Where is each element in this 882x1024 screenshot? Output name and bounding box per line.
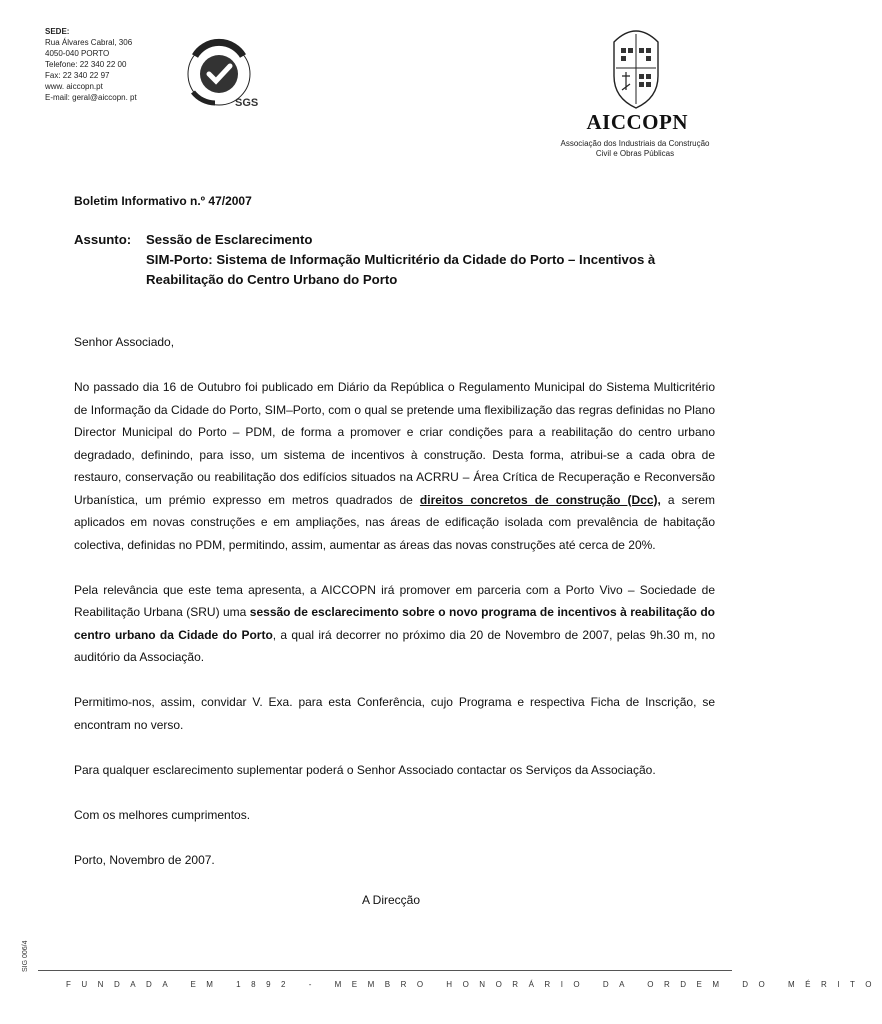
paragraph-2-text-a: Pela relevância que este tema apresenta, a AICCOPN irá promover em parceria com a Porto Vivo – Sociedade de Reabilitação Urbana (SRU) uma [74, 582, 715, 619]
sede-title: SEDE: [45, 27, 70, 36]
paragraph-2-text-b: , a qual irá decorrer no próximo dia 20 de Novembro de 2007, pelas 9h.30 m, no auditório da Associação. [74, 627, 716, 664]
side-document-code: SIG 006/4 [22, 940, 29, 972]
brand-subtitle-line-1: Associação dos Industriais da Construção [560, 139, 710, 148]
subject-lines [146, 230, 724, 290]
sgs-text: SGS [235, 97, 259, 109]
phone: Telefone: 22 340 22 00 [45, 60, 127, 69]
address-line-1: Rua Álvares Cabral, 306 [45, 38, 133, 47]
paragraph-1 [74, 376, 715, 556]
sgs-certification-logo [185, 40, 263, 114]
footer-text: FUNDADA EM 1892 - MEMBRO HONORÁRIO DA ORDEM DO MÉRITO [66, 980, 882, 989]
email: E-mail: geral@aiccopn. pt [45, 93, 137, 102]
brand-name: AICCOPN [586, 110, 688, 134]
paragraph-1-bold: direitos concretos de construção (Dcc), [419, 492, 661, 507]
paragraph-1-text-b: a serem aplicados em novas construções e em ampliações, nas áreas de edificação isolada com prevalência de habitação colectiva, definidas no PDM, permitindo, assim, aumentar as áreas das novas construções até cerca de 20%. [74, 492, 715, 552]
letter-body [74, 331, 715, 891]
subject-line-2: SIM-Porto: Sistema de Informação Multicritério da Cidade do Porto – Incentivos à Reabilitação do Centro Urbano do Porto [146, 252, 656, 287]
bulletin-number: Boletim Informativo n.º 47/2007 [74, 194, 252, 208]
footer-divider [38, 970, 732, 971]
brand-subtitle-line-2: Civil e Obras Públicas [595, 149, 675, 158]
subject-block [74, 230, 724, 290]
brand-block [540, 110, 730, 159]
paragraph-3: Permitimo-nos, assim, convidar V. Exa. para esta Conferência, cujo Programa e respectiva Ficha de Inscrição, se encontram no verso. [74, 695, 715, 732]
brand-subtitle [540, 139, 730, 159]
paragraph-2 [74, 579, 715, 669]
salutation: Senhor Associado, [74, 335, 175, 349]
paragraph-4: Para qualquer esclarecimento suplementar poderá o Senhor Associado contactar os Serviços da Associação. [74, 762, 656, 777]
subject-line-1: Sessão de Esclarecimento [146, 232, 313, 247]
place-date: Porto, Novembro de 2007. [74, 852, 215, 867]
aiccopn-crest-logo [608, 24, 664, 110]
closing: Com os melhores cumprimentos. [74, 807, 251, 822]
paragraph-1-text-a: No passado dia 16 de Outubro foi publicado em Diário da República o Regulamento Municipal do Sistema Multicritério de Informação da Cidade do Porto, SIM–Porto, com o qual se pretende uma flexibilização das regras definidas no Plano Director Municipal do Porto – PDM, de forma a promover e criar condições para a reabilitação do centro urbano degradado, definindo, para isso, um sistema de incentivos à construção. Desta forma, atribui-se a cada obra de restauro, conservação ou reabilitação dos edifícios situados na ACRRU – Área Crítica de Recuperação e Reconversão Urbanística, um prémio expresso em metros quadrados de [74, 380, 715, 507]
signature: A Direcção [362, 893, 421, 907]
fax: Fax: 22 340 22 97 [45, 71, 110, 80]
paragraph-2-bold: sessão de esclarecimento sobre o novo programa de incentivos à reabilitação do centro urbano da Cidade do Porto [74, 605, 716, 642]
subject-label: Assunto: [74, 232, 132, 247]
sede-address-block [45, 26, 137, 103]
address-line-2: 4050-040 PORTO [45, 49, 110, 58]
website: www. aiccopn.pt [45, 82, 103, 91]
